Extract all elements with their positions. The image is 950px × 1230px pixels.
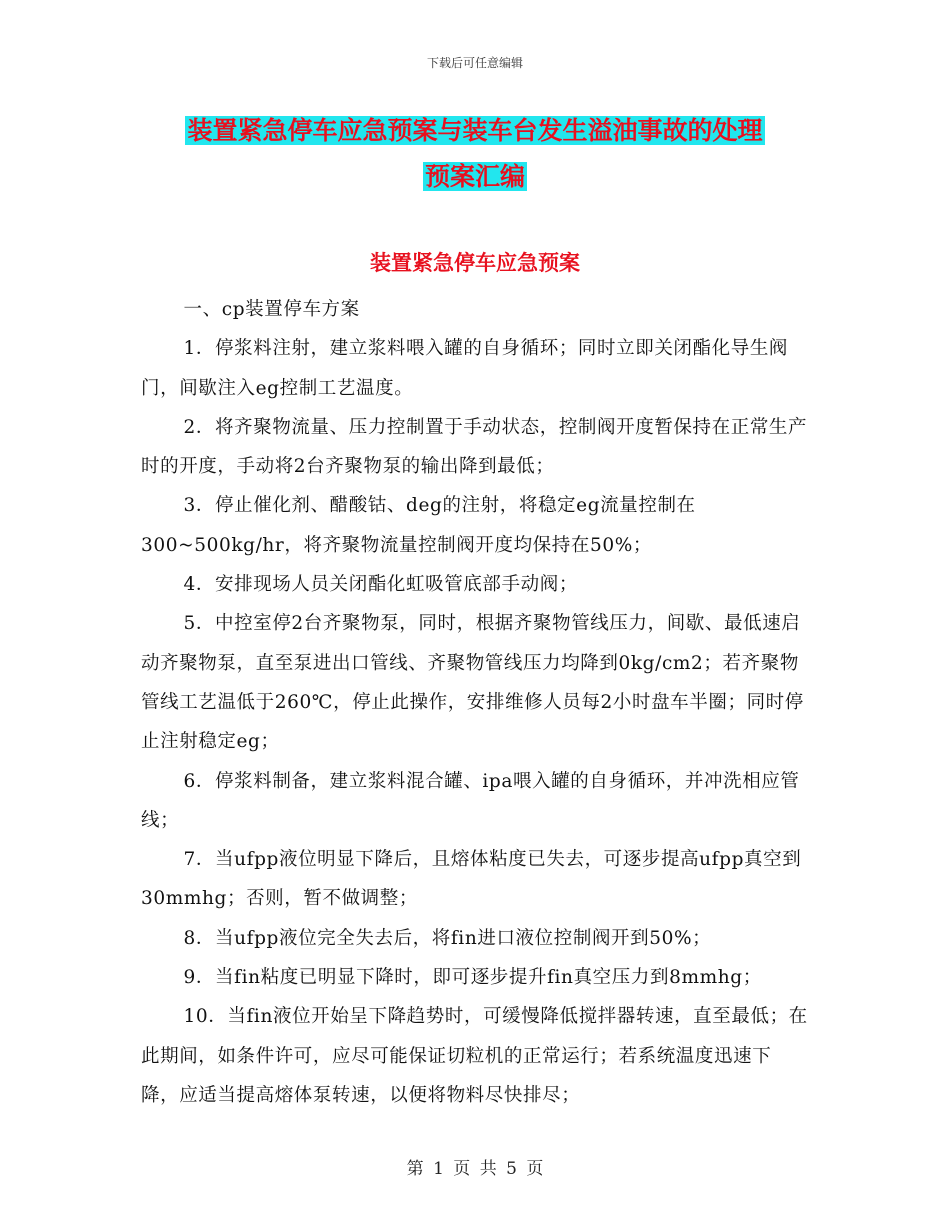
paragraph-step-1: 1．停浆料注射，建立浆料喂入罐的自身循环；同时立即关闭酯化导生阀门，间歇注入eg控制工艺温度。 — [141, 338, 789, 399]
section-title: 装置紧急停车应急预案 — [370, 251, 580, 275]
document-title — [0, 108, 950, 200]
paragraph-step-9: 9．当fin粘度已明显下降时，即可逐步提升fin真空压力到8mmhg； — [183, 967, 762, 989]
page-footer: 第 1 页 共 5 页 — [406, 1159, 544, 1179]
paragraph-step-5: 5．中控室停2台齐聚物泵，同时，根据齐聚物管线压力，间歇、最低速启动齐聚物泵，直至泵进出口管线、齐聚物管线压力均降到0kg/cm2；若齐聚物管线工艺温低于260℃，停止此操作，安排维修人员每2小时盘车半圈；同时停止注射稳定eg； — [141, 613, 804, 753]
paragraph-step-10: 10．当fin液位开始呈下降趋势时，可缓慢降低搅拌器转速，直至最低；在此期间，如条件许可，应尽可能保证切粒机的正常运行；若系统温度迅速下降，应适当提高熔体泵转速，以便将物料尽快排尽； — [141, 1006, 808, 1106]
document-title-line-1 — [0, 108, 950, 154]
document-title-line-2 — [0, 154, 950, 200]
paragraph-step-4: 4．安排现场人员关闭酯化虹吸管底部手动阀； — [183, 574, 578, 596]
document-body — [141, 290, 809, 1115]
header-note: 下载后可任意编辑 — [426, 56, 523, 70]
paragraph-step-6: 6．停浆料制备，建立浆料混合罐、ipa喂入罐的自身循环，并冲洗相应管线； — [141, 770, 800, 831]
section-heading-cp-shutdown: 一、cp装置停车方案 — [183, 299, 360, 320]
title-highlight: 装置紧急停车应急预案与装车台发生溢油事故的处理 — [187, 116, 763, 145]
paragraph-step-8: 8．当ufpp液位完全失去后，将fin进口液位控制阀开到50%； — [183, 927, 712, 949]
paragraph-step-3: 3．停止催化剂、醋酸钴、deg的注射，将稳定eg流量控制在300~500kg/hr，将齐聚物流量控制阀开度均保持在50%； — [141, 495, 696, 556]
paragraph-step-2: 2．将齐聚物流量、压力控制置于手动状态，控制阀开度暂保持在正常生产时的开度，手动将2台齐聚物泵的输出降到最低； — [141, 416, 808, 478]
title-highlight: 预案汇编 — [424, 162, 525, 191]
paragraph-step-7: 7．当ufpp液位明显下降后，且熔体粘度已失去，可逐步提高ufpp真空到30mmhg；否则，暂不做调整； — [141, 849, 802, 910]
